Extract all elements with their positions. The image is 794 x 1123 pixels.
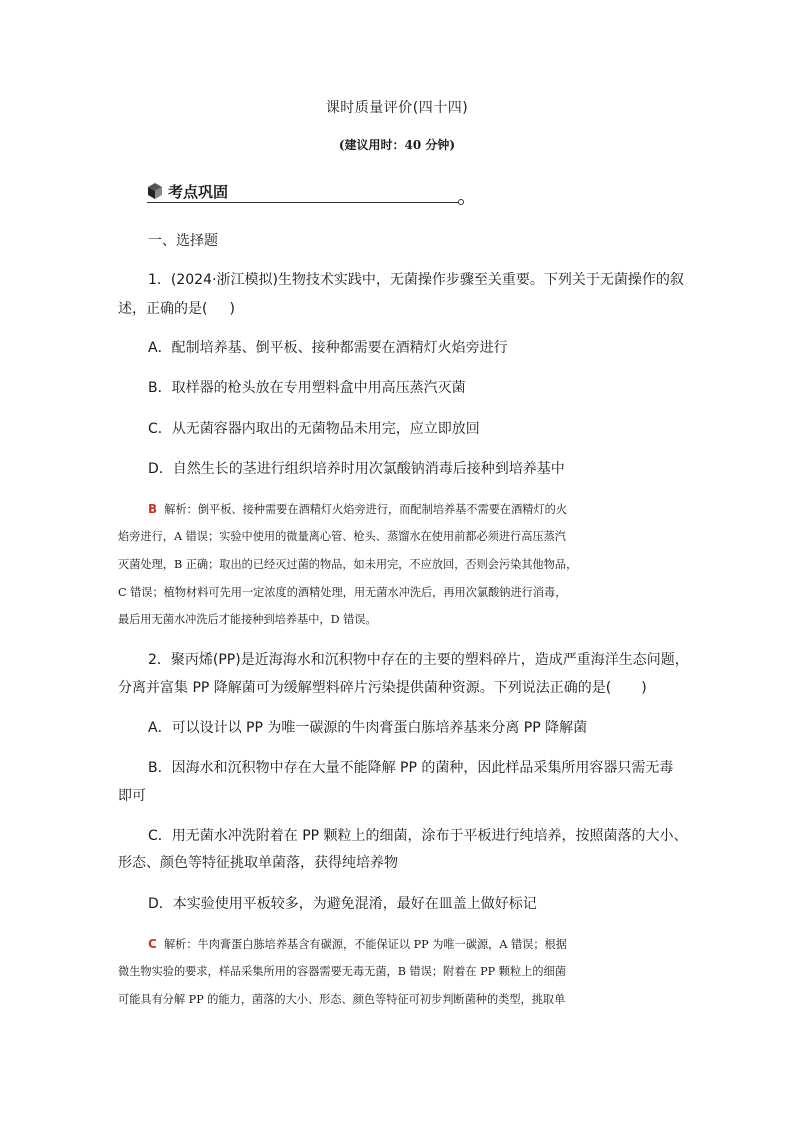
q1-answer: B — [148, 502, 158, 516]
q2-stem-line1: 2．聚丙烯(PP)是近海海水和沉积物中存在的主要的塑料碎片，造成严重海洋生态问题， — [148, 652, 689, 668]
q1-explanation-line5: 最后用无菌水冲洗后才能接种到培养基中，D 错误。 — [118, 613, 377, 626]
q2-stem-close: ) — [641, 680, 647, 696]
q2-stem-text: 分离并富集 PP 降解菌可为缓解塑料碎片污染提供菌种资源。下列说法正确的是( — [118, 680, 612, 696]
q1-option-c: C．从无菌容器内取出的无菌物品未用完，应立即放回 — [148, 421, 480, 437]
q1-stem-line1: 1．(2024·浙江模拟)生物技术实践中，无菌操作步骤至关重要。下列关于无菌操作的叙 — [148, 272, 684, 288]
q1-stem-text: 述，正确的是( — [118, 301, 208, 317]
q1-option-b: B．取样器的枪头放在专用塑料盒中用高压蒸汽灭菌 — [148, 380, 466, 396]
q2-option-b-line1: B．因海水和沉积物中存在大量不能降解 PP 的菌种，因此样品采集所用容器只需无毒 — [148, 760, 674, 776]
page-title: 课时质量评价(四十四) — [325, 100, 469, 116]
q1-stem-close: ) — [229, 301, 235, 317]
section-title: 考点巩固 — [168, 183, 229, 201]
q1-explanation-line4: C 错误；植物材料可先用一定浓度的酒精处理，用无菌水冲洗后，再用次氯酸钠进行消毒， — [118, 586, 567, 599]
q1-explanation-line1: B 解析：倒平板、接种需要在酒精灯火焰旁进行，而配制培养基不需要在酒精灯的火 — [148, 502, 568, 516]
section-divider — [147, 202, 460, 203]
q1-option-a: A．配制培养基、倒平板、接种都需要在酒精灯火焰旁进行 — [148, 340, 508, 356]
q2-option-a: A．可以设计以 PP 为唯一碳源的牛肉膏蛋白胨培养基来分离 PP 降解菌 — [148, 720, 588, 736]
q1-option-d: D．自然生长的茎进行组织培养时用次氯酸钠消毒后接种到培养基中 — [148, 461, 565, 477]
q2-option-d: D．本实验使用平板较多，为避免混淆，最好在皿盖上做好标记 — [148, 896, 537, 912]
section-header — [147, 180, 467, 206]
part-label: 一、选择题 — [148, 233, 218, 249]
section-divider-end — [458, 199, 464, 205]
q2-answer: C — [148, 937, 157, 951]
cube-icon — [147, 182, 163, 200]
q2-option-c-line2: 形态、颜色等特征挑取单菌落，获得纯培养物 — [118, 855, 398, 871]
q2-explanation-line3: 可能具有分解 PP 的能力，菌落的大小、形态、颜色等特征可初步判断菌种的类型，挑取单 — [118, 993, 566, 1006]
page-subtitle: (建议用时：40 分钟) — [338, 138, 456, 152]
q1-explanation-line2: 焰旁进行，A 错误；实验中使用的微量离心管、枪头、蒸馏水在使用前都必须进行高压蒸汽 — [118, 530, 566, 543]
q2-option-b-line2: 即可 — [118, 788, 146, 804]
q1-stem-line2 — [118, 299, 628, 319]
q2-option-c-line1: C．用无菌水冲洗附着在 PP 颗粒上的细菌，涂布于平板进行纯培养，按照菌落的大小、 — [148, 828, 688, 844]
q2-stem-line2 — [118, 678, 647, 698]
q2-explanation-line1: C 解析：牛肉膏蛋白胨培养基含有碳源，不能保证以 PP 为唯一碳源，A 错误；根据 — [148, 937, 567, 951]
q1-explanation-line3: 灭菌处理，B 正确；取出的已经灭过菌的物品，如未用完，不应放回，否则会污染其他物品， — [118, 558, 578, 571]
q2-explanation-line2: 微生物实验的要求，样品采集所用的容器需要无毒无菌，B 错误；附着在 PP 颗粒上的细菌 — [118, 965, 566, 978]
